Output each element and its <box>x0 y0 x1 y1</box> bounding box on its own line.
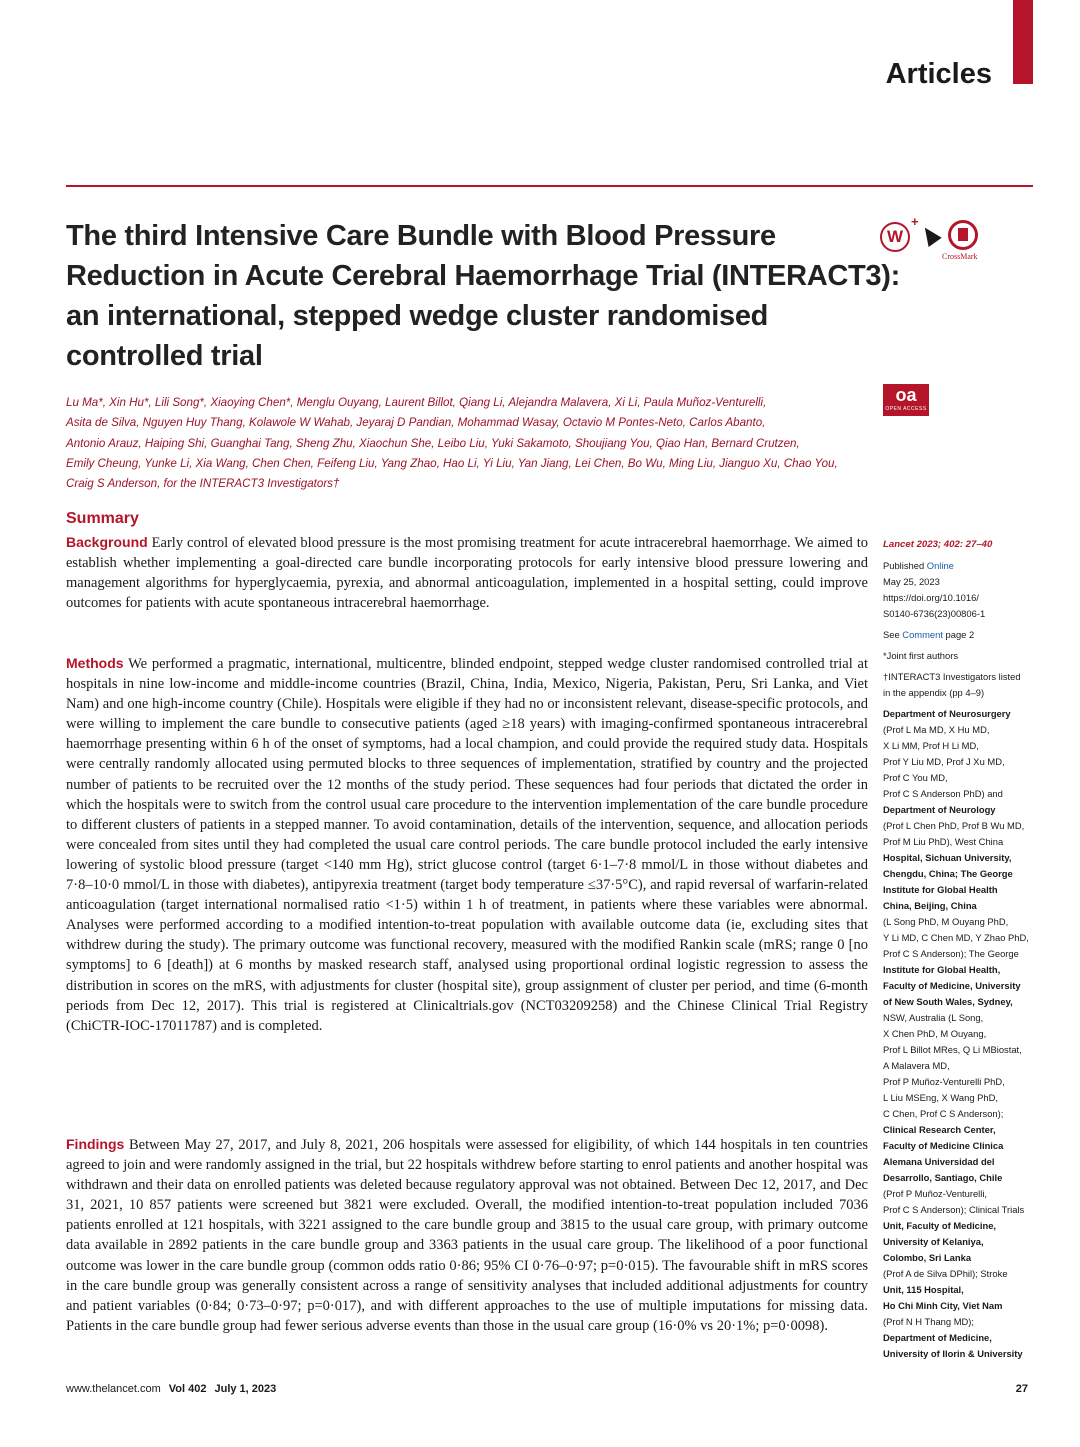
publication-info <box>883 558 1043 622</box>
page-number: 27 <box>1015 1383 1028 1395</box>
affiliation-line: C Chen, Prof C S Anderson); <box>883 1108 1004 1119</box>
investigators-note <box>883 669 1043 701</box>
cursor-icon <box>918 223 941 247</box>
section-label: Articles <box>885 58 992 90</box>
summary-heading: Summary <box>66 510 139 527</box>
doi-line[interactable]: S0140-6736(23)00806-1 <box>883 608 986 619</box>
crossmark-icon[interactable] <box>948 220 978 250</box>
comment-link[interactable]: Comment <box>902 629 943 640</box>
oa-badge-sub: OPEN ACCESS <box>885 406 927 412</box>
abstract-background <box>66 532 868 613</box>
page-footer <box>66 1383 276 1395</box>
affiliation-line: (L Song PhD, M Ouyang PhD, <box>883 916 1009 927</box>
online-link[interactable]: Online <box>926 560 954 571</box>
author-line: Emily Cheung, Yunke Li, Xia Wang, Chen Chen, Feifeng Liu, Yang Zhao, Hao Li, Yi Liu, Yan Jiang, Lei Chen, Bo Wu, Ming Liu, Jianguo Xu, Chao You, <box>66 456 838 470</box>
affiliation-line: Y Li MD, C Chen MD, Y Zhao PhD, <box>883 932 1029 943</box>
investigators-line: †INTERACT3 Investigators listed <box>883 671 1021 682</box>
title-line: an international, stepped wedge cluster randomised <box>66 300 769 332</box>
web-extra-icon[interactable]: W <box>880 222 910 252</box>
see-suffix: page 2 <box>942 629 975 640</box>
affiliation-line: Department of Neurology <box>883 804 996 815</box>
affiliation-line: Department of Neurosurgery <box>883 708 1011 719</box>
plus-icon: + <box>911 214 919 229</box>
see-prefix: See <box>883 629 903 640</box>
journal-red-bar <box>1013 0 1033 84</box>
affiliation-line: Prof C S Anderson PhD) and <box>883 788 1003 799</box>
affiliation-line: (Prof N H Thang MD); <box>883 1316 974 1327</box>
affiliation-line: Institute for Global Health <box>883 884 998 895</box>
affiliation-line: Prof L Billot MRes, Q Li MBiostat, <box>883 1044 1022 1055</box>
joint-authors-note: *Joint first authors <box>883 650 959 661</box>
affiliation-line: Prof Y Liu MD, Prof J Xu MD, <box>883 756 1005 767</box>
abstract-methods <box>66 653 868 1036</box>
author-line: Lu Ma*, Xin Hu*, Lili Song*, Xiaoying Chen*, Menglu Ouyang, Laurent Billot, Qiang Li, Alejandra Malavera, Xi Li, Paula Muñoz-Venturelli, <box>66 396 767 409</box>
methods-text: We performed a pragmatic, international, multicentre, blinded endpoint, stepped wedge cluster randomised controlled trial at hospitals in nine low-income and middle-income countries (Brazil, China, India, Mexico, Nigeria, Pakistan, Peru, Sri Lanka, and Viet Nam) and one high-income country (Chile). Hospitals were eligible if they had no or inconsistent relevant, disease-specific protocols, and were willing to implement the care bundle to consecutive patients (aged ≥18 years) with imaging-confirmed spontaneous intracerebral haemorrhage presenting within 6 h of the onset of symptoms, had a local champion, and could provide the required study data. Hospitals were centrally randomly allocated using permuted blocks to three sequences of implementation, stratified by country and the projected number of patients to be recruited over the 12 months of the study period. These sequences had four periods that dictated the order in which the hospitals were to switch from the control usual care procedure to the intervention implementation of the care bundle procedure to different clusters of patients in a stepped manner. To avoid contamination, details of the intervention, sequence, and allocation periods were concealed from sites until they had completed the usual care control periods. The care bundle protocol included the early intensive lowering of systolic blood pressure (target <140 mm Hg), strict glucose control (target 6·1–7·8 mmol/L in those without diabetes and 7·8–10·0 mmol/L in those with diabetes), antipyrexia treatment (target body temperature ≤37·5°C), and rapid reversal of warfarin-related anticoagulation (target international normalised ratio <1·5) within 1 h of treatment, in patients where these variables were abnormal. Analyses were performed according to a modified intention-to-treat population with available outcome data (ie, excluding sites that withdrew during the study). The primary outcome was functional recovery, measured with the modified Rankin scale (mRS; range 0 [no symptoms] to 6 [death]) at 6 months by masked research staff, analysed using proportional ordinal logistic regression to assess the distribution in scores on the mRS, with adjustments for cluster (hospital site), group assignment of cluster per period, and time (6-month periods from Dec 12, 2017). This trial is registered at Clinicaltrials.gov (NCT03209258) and the Chinese Clinical Trial Registry (ChiCTR-IOC-17011787) and is completed. <box>66 656 868 1034</box>
issue-date: July 1, 2023 <box>214 1383 277 1395</box>
see-comment <box>883 627 1043 643</box>
affiliation-line: Faculty of Medicine, University <box>883 980 1021 991</box>
affiliation-line: Desarrollo, Santiago, Chile <box>883 1172 1003 1183</box>
affiliation-line: X Li MM, Prof H Li MD, <box>883 740 979 751</box>
affiliation-line: (Prof P Muñoz-Venturelli, <box>883 1188 988 1199</box>
affiliation-line: Ho Chi Minh City, Viet Nam <box>883 1300 1003 1311</box>
author-line: Asita de Silva, Nguyen Huy Thang, Kolawole W Wahab, Jeyaraj D Pandian, Mohammad Wasay, Octavio M Pontes-Neto, Carlos Abanto, <box>66 416 766 430</box>
affiliation-line: Prof C S Anderson); The George <box>883 948 1019 959</box>
affiliation-line: (Prof L Ma MD, X Hu MD, <box>883 724 990 735</box>
affiliation-line: Colombo, Sri Lanka <box>883 1252 972 1263</box>
journal-citation: Lancet 2023; 402: 27–40 <box>883 539 993 550</box>
background-label: Background <box>66 534 148 550</box>
affiliation-line: Unit, Faculty of Medicine, <box>883 1220 997 1231</box>
affiliation-line: Faculty of Medicine Clinica <box>883 1140 1004 1151</box>
affiliation-line: Institute for Global Health, <box>883 964 1001 975</box>
affiliation-line: of New South Wales, Sydney, <box>883 996 1013 1007</box>
methods-label: Methods <box>66 655 124 671</box>
open-access-badge <box>883 384 929 416</box>
affiliation-line: Hospital, Sichuan University, <box>883 852 1012 863</box>
published-prefix: Published <box>883 560 927 571</box>
affiliation-line: Prof C S Anderson); Clinical Trials <box>883 1204 1025 1215</box>
affiliation-line: Department of Medicine, <box>883 1332 992 1343</box>
affiliation-line: Prof C You MD, <box>883 772 948 783</box>
published-date: May 25, 2023 <box>883 576 940 587</box>
abstract-findings <box>66 1134 868 1336</box>
affiliation-line: Prof M Liu PhD), West China <box>883 836 1004 847</box>
author-line: Antonio Arauz, Haiping Shi, Guanghai Tang, Sheng Zhu, Xiaochun She, Leibo Liu, Yuki Sakamoto, Shoujiang You, Qiao Han, Bernard Crutzen, <box>66 436 800 450</box>
affiliation-line: Clinical Research Center, <box>883 1124 996 1135</box>
affiliation-line: X Chen PhD, M Ouyang, <box>883 1028 987 1039</box>
background-text: Early control of elevated blood pressure is the most promising treatment for acute intracerebral haemorrhage. We aimed to establish whether implementing a goal-directed care bundle incorporating protocols for early intensive blood pressure lowering and management algorithms for hyperglycaemia, pyrexia, and abnormal anticoagulation, implemented in a hospital setting, could improve outcomes for patients with acute spontaneous intracerebral haemorrhage. <box>66 535 869 612</box>
author-list <box>66 393 866 494</box>
findings-label: Findings <box>66 1136 125 1152</box>
title-line: Reduction in Acute Cerebral Haemorrhage Trial (INTERACT3): <box>66 260 900 292</box>
title-line: The third Intensive Care Bundle with Blood Pressure <box>66 220 776 252</box>
oa-badge-text: oa <box>895 385 917 405</box>
affiliation-line: Prof P Muñoz-Venturelli PhD, <box>883 1076 1005 1087</box>
author-line: Craig S Anderson, for the INTERACT3 Investigators† <box>66 477 340 491</box>
affiliation-line: Unit, 115 Hospital, <box>883 1284 964 1295</box>
affiliation-line: China, Beijing, China <box>883 900 977 911</box>
affiliation-line: (Prof L Chen PhD, Prof B Wu MD, <box>883 820 1025 831</box>
volume: Vol 402 <box>168 1383 207 1395</box>
findings-text: Between May 27, 2017, and July 8, 2021, 206 hospitals were assessed for eligibility, of which 144 hospitals in ten countries agreed to join and were randomly assigned in the trial, but 22 hospitals withdrew before starting to enrol patients and another hospital was withdrawn and their data on enrolled patients was deleted because regulatory approval was not obtained. Between Dec 12, 2017, and Dec 31, 2021, 10 857 patients were screened but 3821 were excluded. Overall, the modified intention-to-treat population included 7036 patients enrolled at 121 hospitals, with 3221 assigned to the care bundle group and 3815 to the usual care group, with primary outcome data available in 2892 patients in the care bundle group and 3363 patients in the usual care group. The likelihood of a poor functional outcome was lower in the care bundle group (common odds ratio 0·86; 95% CI 0·76–0·97; p=0·015). The favourable shift in mRS scores in the care bundle group was generally consistent across a range of sensitivity analyses that included additional adjustments for country and patient variables (0·84; 0·73–0·97; p=0·017), and with different approaches to the use of multiple imputations for missing data. Patients in the care bundle group had fewer serious adverse events than those in the usual care group (16·0% vs 20·1%; p=0·0098). <box>66 1137 868 1334</box>
title-line: controlled trial <box>66 340 263 372</box>
article-tools <box>880 214 990 268</box>
affiliation-line: A Malavera MD, <box>883 1060 950 1071</box>
affiliation-line: (Prof A de Silva DPhil); Stroke <box>883 1268 1008 1279</box>
investigators-line: in the appendix (pp 4–9) <box>883 687 985 698</box>
crossmark-label: CrossMark <box>942 252 978 261</box>
doi-line[interactable]: https://doi.org/10.1016/ <box>883 592 979 603</box>
affiliation-line: L Liu MSEng, X Wang PhD, <box>883 1092 998 1103</box>
affiliation-line: Alemana Universidad del <box>883 1156 995 1167</box>
header-rule <box>66 185 1033 187</box>
article-title <box>66 216 900 376</box>
affiliation-line: NSW, Australia (L Song, <box>883 1012 984 1023</box>
affiliation-line: Chengdu, China; The George <box>883 868 1013 879</box>
journal-site[interactable]: www.thelancet.com <box>66 1383 161 1395</box>
affiliations <box>883 706 1043 1362</box>
affiliation-line: University of Ilorin & University <box>883 1348 1023 1359</box>
affiliation-line: University of Kelaniya, <box>883 1236 984 1247</box>
